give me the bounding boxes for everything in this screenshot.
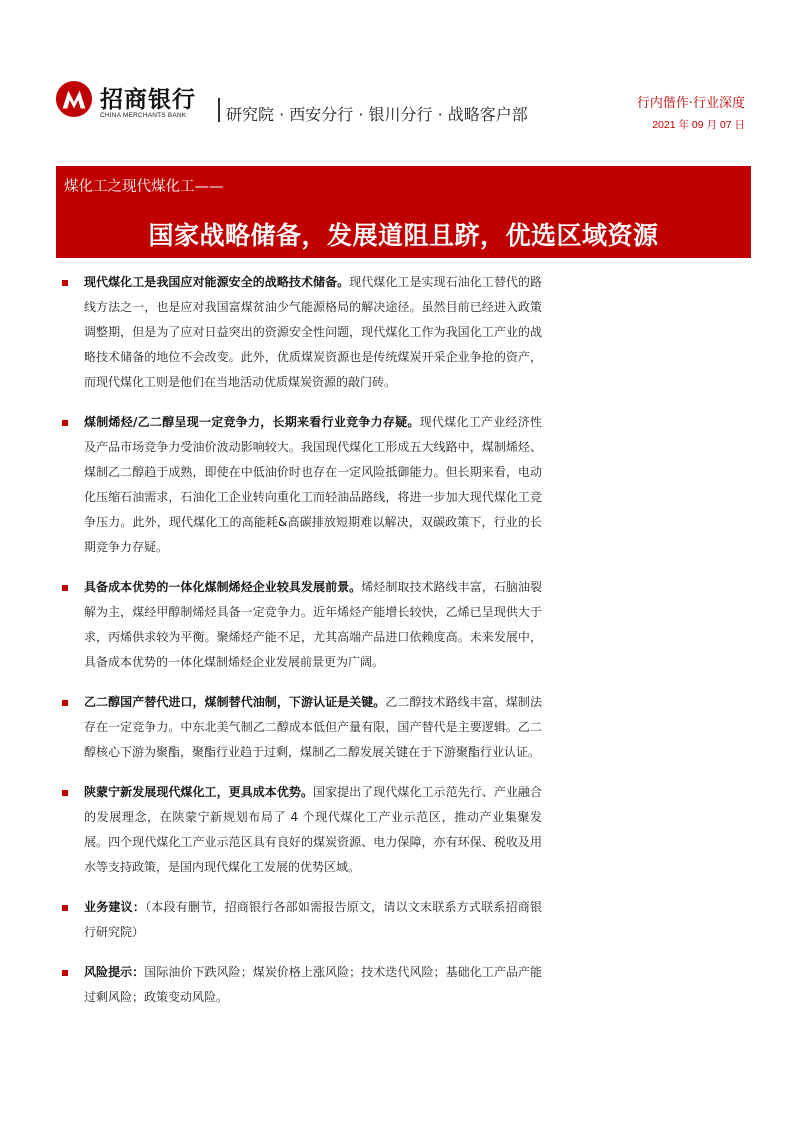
bullet-square-icon — [62, 420, 68, 426]
bullet-square-icon — [62, 280, 68, 286]
risk-warning — [62, 960, 542, 1010]
paragraph-body: 乙二醇技术路线丰富，煤制法存在一定竞争力。中东北美气制乙二醇成本低但产量有限，国产替代是主要逻辑。乙二醇核心下游为聚酯，聚酯行业趋于过剩，煤制乙二醇发展关键在于下游聚酯行业认证。 — [84, 695, 542, 759]
paragraph-body: 现代煤化工是实现石油化工替代的路线方法之一，也是应对我国富煤贫油少气能源格局的解决途径。虽然目前已经进入政策调整期，但是为了应对日益突出的资源安全性问题，现代煤化工作为我国化工产业的战略技术储备的地位不会改变。此外，优质煤炭资源也是传统煤炭开采企业争抢的资产，而现代煤化工则是他们在当地活动优质煤炭资源的敲门砖。 — [84, 275, 542, 389]
paragraph-lead: 乙二醇国产替代进口，煤制替代油制，下游认证是关键。 — [84, 695, 386, 709]
paragraph-body: 国家提出了现代煤化工示范先行、产业融合的发展理念，在陕蒙宁新规划布局了 4 个现代煤化工产业示范区，推动产业集聚发展。四个现代煤化工产业示范区具有良好的煤炭资源、电力保障，亦有环保、税收及用水等支持政策，是国内现代煤化工发展的优势区域。 — [84, 785, 542, 874]
bullet-square-icon — [62, 905, 68, 911]
bank-name-english: CHINA MERCHANTS BANK — [100, 112, 187, 119]
paragraph-lead: 陕蒙宁新发展现代煤化工，更具成本优势。 — [84, 785, 314, 799]
title-banner — [56, 166, 751, 258]
header-divider — [218, 98, 220, 122]
summary-paragraph — [62, 575, 542, 675]
paragraph-body: 国际油价下跌风险；煤炭价格上涨风险；技术迭代风险；基础化工产品产能过剩风险；政策变动风险。 — [84, 965, 542, 1004]
report-type-tag: 行内偕作·行业深度 — [636, 96, 745, 111]
report-header — [0, 0, 793, 160]
paragraph-body: 现代煤化工产业经济性及产品市场竞争力受油价波动影响较大。我国现代煤化工形成五大线路中，煤制烯烃、煤制乙二醇趋于成熟，即使在中低油价时也存在一定风险抵御能力。但长期来看，电动化压缩石油需求，石油化工企业转向重化工而轻油品路线，将进一步加大现代煤化工竞争压力。此外，现代煤化工的高能耗&高碳排放短期难以解决，双碳政策下，行业的长期竞争力存疑。 — [84, 415, 542, 554]
summary-paragraph — [62, 690, 542, 765]
paragraph-lead: 煤制烯烃/乙二醇呈现一定竞争力，长期来看行业竞争力存疑。 — [84, 415, 420, 429]
bullet-square-icon — [62, 700, 68, 706]
business-suggestion — [62, 895, 542, 945]
bank-name: 招商银行 — [100, 86, 196, 113]
paragraph-lead: 业务建议： — [84, 900, 146, 914]
summary-paragraph — [62, 780, 542, 880]
banner-subtitle: 煤化工之现代煤化工—— — [64, 179, 224, 195]
bullet-square-icon — [62, 970, 68, 976]
paragraph-body: （本段有删节，招商银行各部如需报告原文，请以文末联系方式联系招商银行研究院） — [84, 900, 542, 939]
paragraph-lead: 现代煤化工是我国应对能源安全的战略技术储备。 — [84, 275, 350, 289]
report-title: 国家战略储备，发展道阻且跻，优选区域资源 — [148, 221, 659, 250]
paragraph-lead: 风险提示： — [84, 965, 145, 979]
bullet-square-icon — [62, 790, 68, 796]
summary-section — [62, 270, 542, 1025]
china-merchants-bank-logo-icon — [55, 80, 93, 118]
summary-paragraph — [62, 410, 542, 560]
paragraph-body: 烯烃制取技术路线丰富，石脑油裂解为主，煤经甲醇制烯烃具备一定竞争力。近年烯烃产能增长较快，乙烯已呈现供大于求，丙烯供求较为平衡。聚烯烃产能不足，尤其高端产品进口依赖度高。未来发展中，具备成本优势的一体化煤制烯烃企业发展前景更为广阔。 — [84, 580, 542, 669]
report-date: 2021 年 09 月 07 日 — [652, 119, 745, 131]
summary-paragraph — [62, 270, 542, 395]
paragraph-lead: 具备成本优势的一体化煤制烯烃企业较具发展前景。 — [84, 580, 362, 594]
bullet-square-icon — [62, 585, 68, 591]
department-list: 研究院 · 西安分行 · 银川分行 · 战略客户部 — [226, 105, 528, 124]
